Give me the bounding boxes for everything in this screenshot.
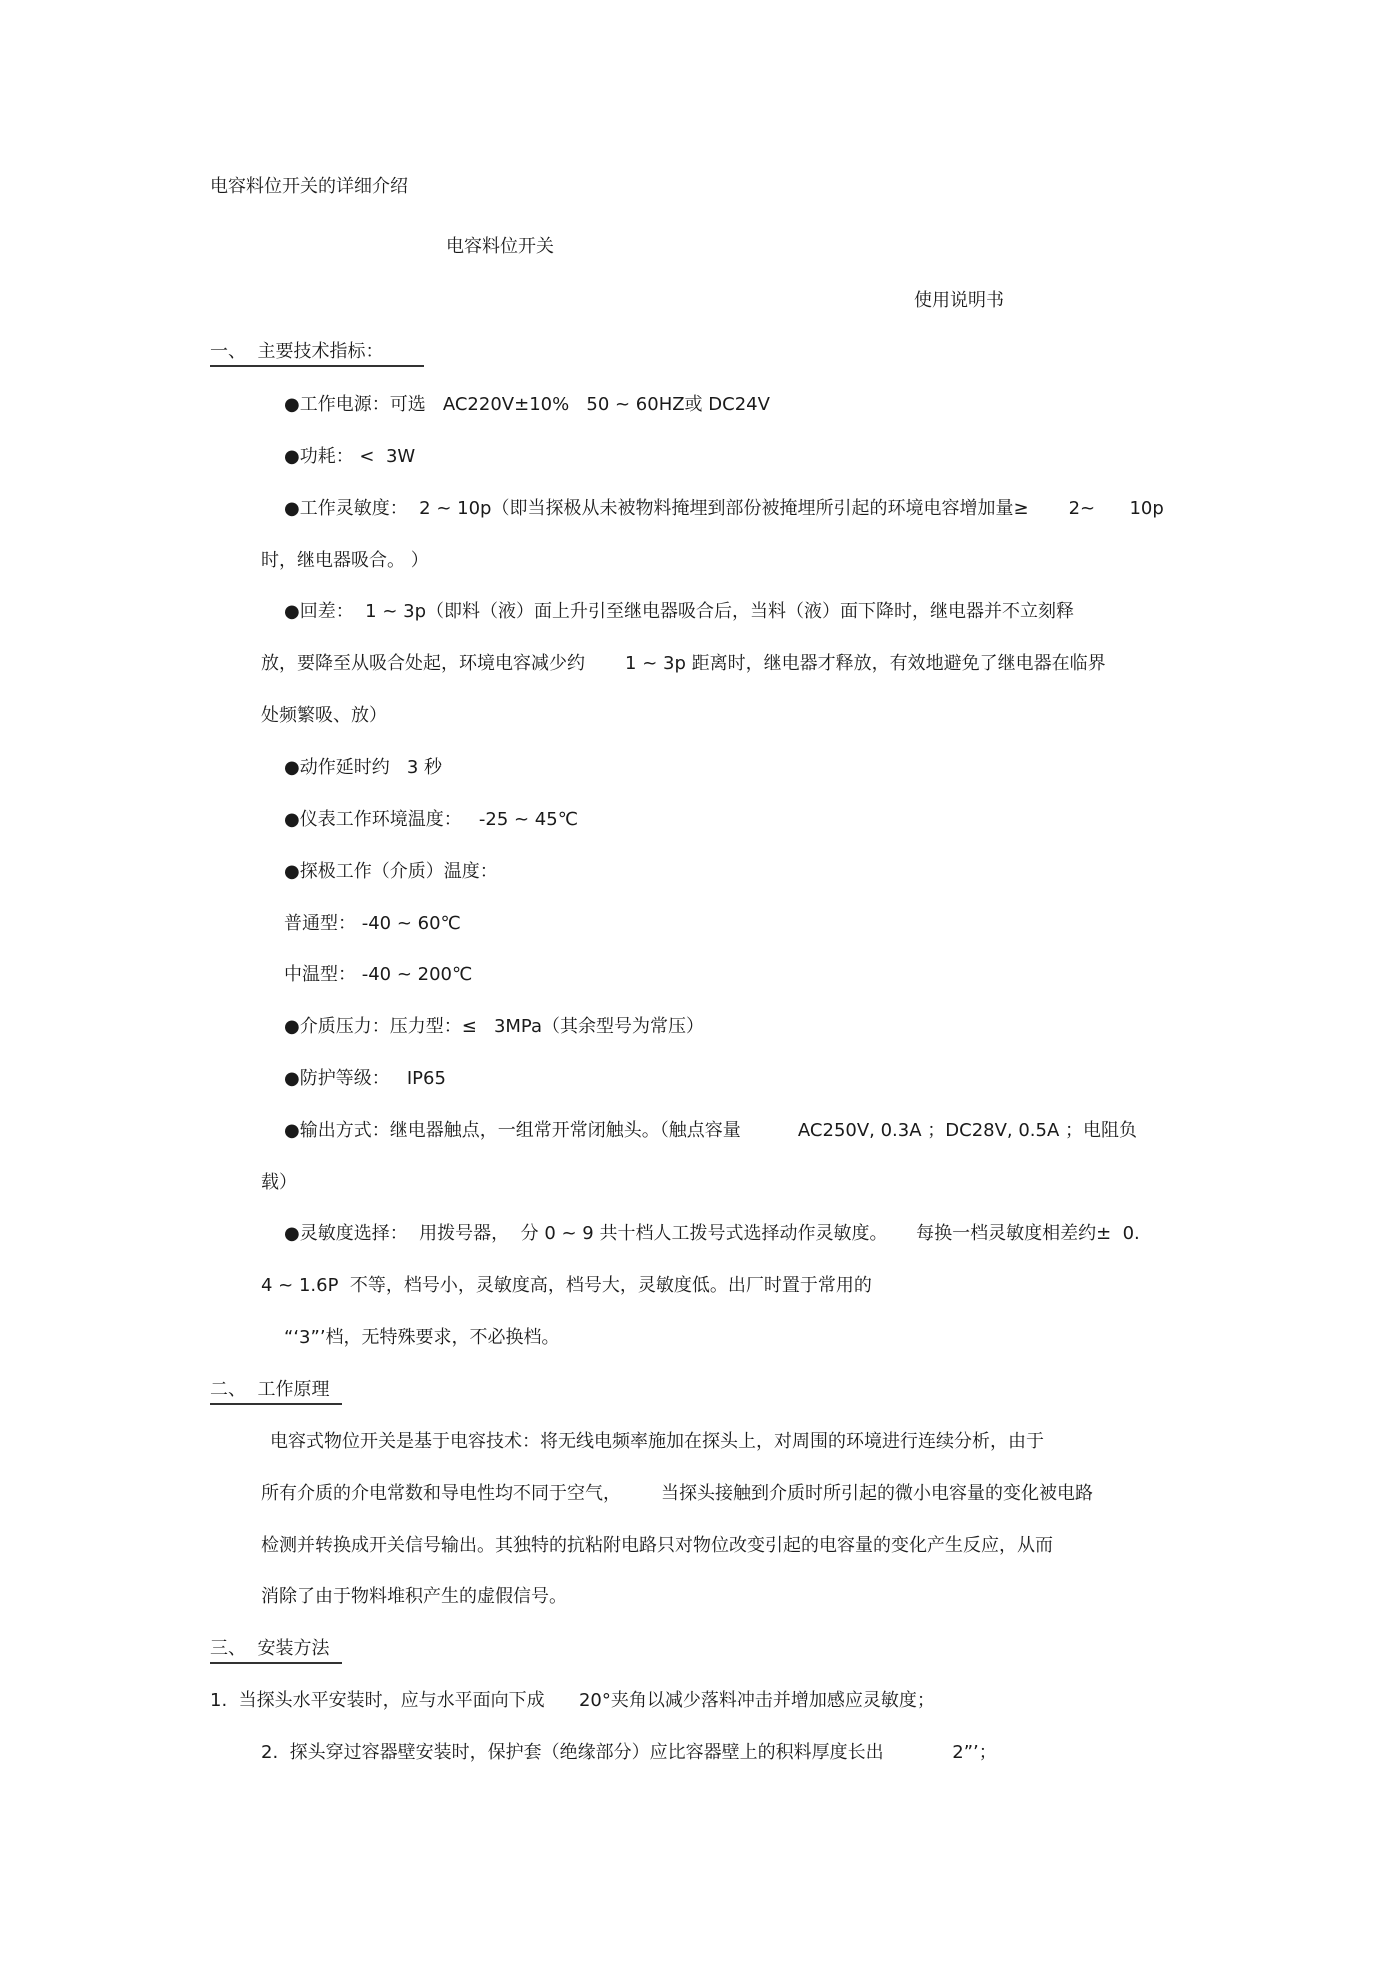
principle-line-2: 所有介质的介电常数和导电性均不同于空气， 当探头接触到介质时所引起的微小电容量的变化被电路 xyxy=(261,1483,1094,1504)
spec-sensitivity: ●工作灵敏度： 2 ~ 10p（即当探极从未被物料掩埋到部份被掩埋所引起的环境电容增加量≥ 2~ 10p xyxy=(284,498,1164,519)
spec-ambient-temp: ●仪表工作环境温度： -25 ~ 45℃ xyxy=(284,809,578,830)
spec-sensitivity-select: ●灵敏度选择： 用拨号器， 分 0 ~ 9 共十档人工拨号式选择动作灵敏度。 每换一档灵敏度相差约± 0. xyxy=(284,1223,1140,1244)
doc-heading: 电容料位开关的详细介绍 xyxy=(210,176,408,197)
spec-hysteresis-cont-1: 放，要降至从吸合处起，环境电容减少约 1 ~ 3p 距离时，继电器才释放，有效地避免了继电器在临界 xyxy=(261,653,1106,674)
spec-probe-temp: ●探极工作（介质）温度： xyxy=(284,861,498,882)
principle-line-3: 检测并转换成开关信号输出。其独特的抗粘附电路只对物位改变引起的电容量的变化产生反应，从而 xyxy=(261,1535,1053,1556)
install-step-2: 2. 探头穿过容器壁安装时，保护套（绝缘部分）应比容器壁上的积料厚度长出 2”’； xyxy=(261,1742,997,1763)
spec-output: ●输出方式：继电器触点，一组常开常闭触头。（触点容量 AC250V, 0.3A ；DC28V, 0.5A ；电阻负 xyxy=(284,1120,1138,1141)
spec-pressure: ●介质压力：压力型：≤ 3MPa（其余型号为常压） xyxy=(284,1016,705,1037)
principle-line-1: 电容式物位开关是基于电容技术：将无线电频率施加在探头上，对周围的环境进行连续分析，由于 xyxy=(270,1431,1044,1452)
spec-power-consumption: ●功耗： < 3W xyxy=(284,446,416,467)
spec-normal-type: 普通型： -40 ~ 60℃ xyxy=(284,913,461,934)
spec-sensitivity-select-cont-1: 4 ~ 1.6P 不等，档号小，灵敏度高，档号大，灵敏度低。出厂时置于常用的 xyxy=(261,1275,872,1296)
doc-subtitle: 使用说明书 xyxy=(914,290,1004,311)
doc-title: 电容料位开关 xyxy=(446,236,554,257)
spec-sensitivity-cont: 时，继电器吸合。 ） xyxy=(261,550,429,571)
section-3-heading: 三、 安装方法 xyxy=(210,1638,342,1664)
section-1-heading: 一、 主要技术指标： xyxy=(210,341,424,367)
principle-line-4: 消除了由于物料堆积产生的虚假信号。 xyxy=(261,1586,567,1607)
section-2-heading: 二、 工作原理 xyxy=(210,1379,342,1405)
spec-hysteresis-cont-2: 处频繁吸、放） xyxy=(261,705,387,726)
spec-output-cont: 载） xyxy=(261,1172,297,1193)
install-step-1: 1. 当探头水平安装时，应与水平面向下成 20°夹角以减少落料冲击并增加感应灵敏度； xyxy=(210,1690,935,1711)
spec-delay: ●动作延时约 3 秒 xyxy=(284,757,443,778)
spec-hysteresis: ●回差： 1 ~ 3p（即料（液）面上升引至继电器吸合后，当料（液）面下降时，继电器并不立刻释 xyxy=(284,601,1075,622)
spec-power-supply: ●工作电源：可选 AC220V±10% 50 ~ 60HZ或 DC24V xyxy=(284,394,770,415)
spec-protection: ●防护等级： IP65 xyxy=(284,1068,446,1089)
spec-sensitivity-select-cont-2: “‘3”’档，无特殊要求，不必换档。 xyxy=(284,1327,560,1348)
spec-medium-temp-type: 中温型： -40 ~ 200℃ xyxy=(284,964,473,985)
